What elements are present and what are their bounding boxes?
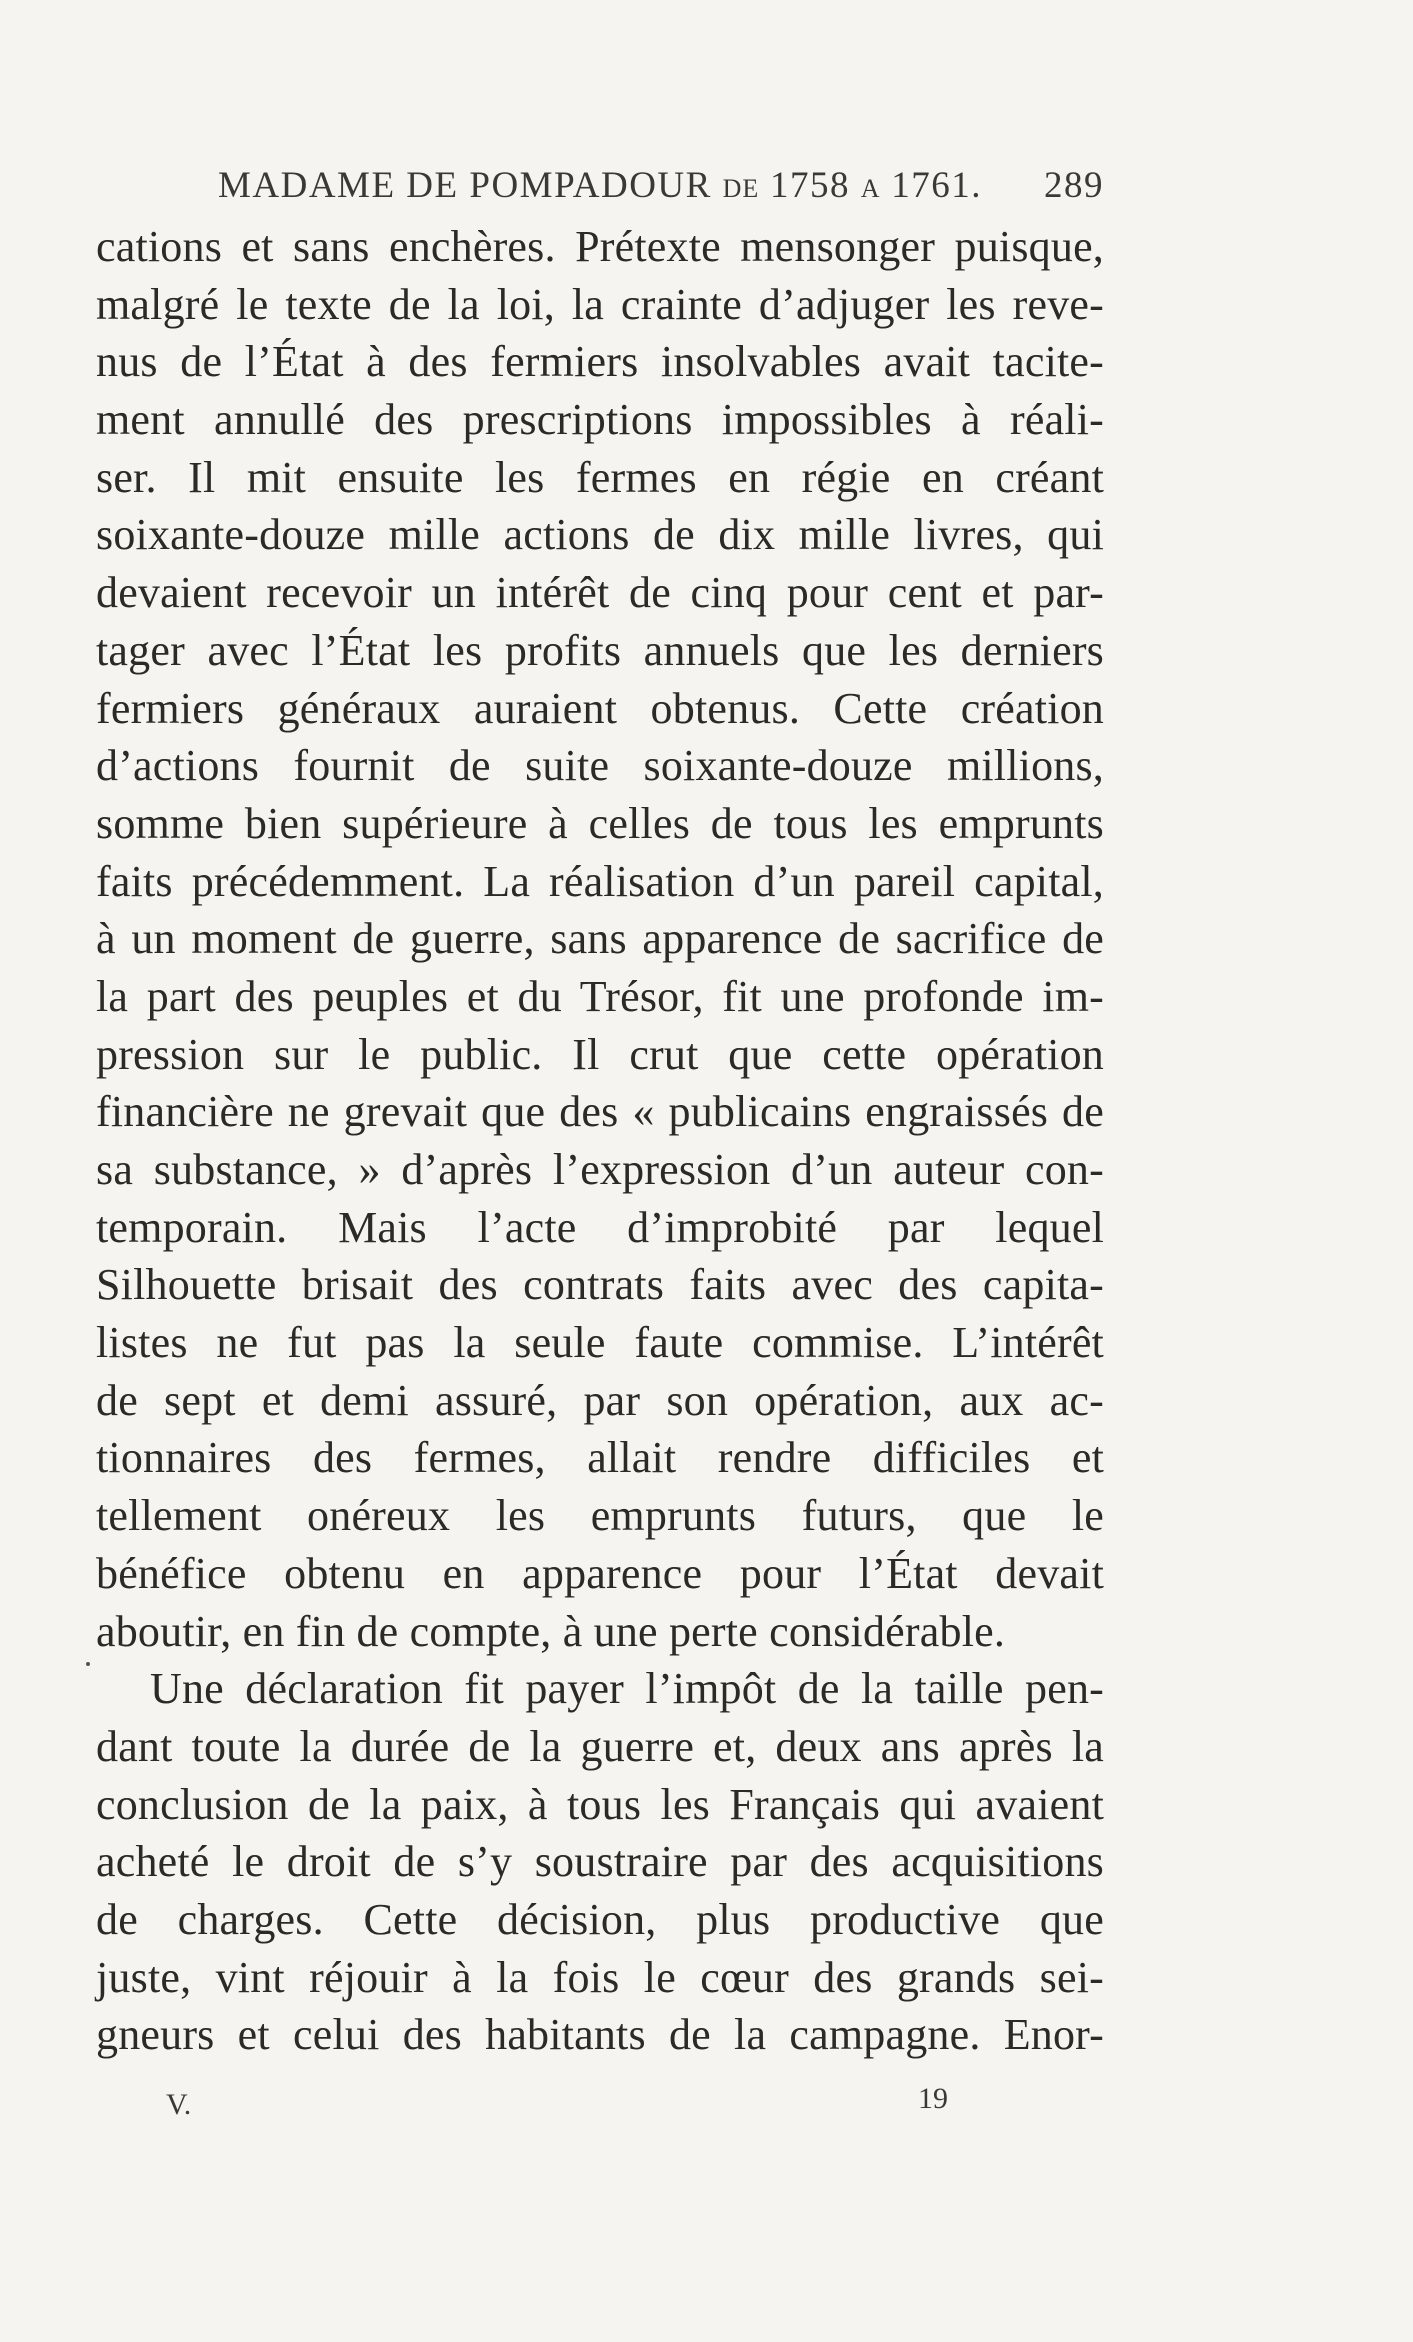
page-number: 289 [1044, 165, 1104, 206]
text-line: de sept et demi assuré, par son opération, aux ac- [96, 1375, 1104, 1425]
running-title-main: MADAME DE POMPADOUR [218, 165, 712, 206]
running-title-connector: DE [722, 174, 760, 203]
text-line: gneurs et celui des habitants de la campagne. Enor- [96, 2010, 1104, 2060]
text-line: juste, vint réjouir à la fois le cœur des grands sei- [96, 1952, 1104, 2002]
running-title [218, 164, 982, 207]
signature-number: 19 [918, 2082, 948, 2115]
text-line: de charges. Cette décision, plus productive que [96, 1894, 1104, 1944]
text-line: sa substance, » d’après l’expression d’un auteur con- [96, 1145, 1104, 1194]
signature-volume: V. [166, 2088, 192, 2121]
text-line: Silhouette brisait des contrats faits avec des capita- [96, 1260, 1104, 1310]
text-line: somme bien supérieure à celles de tous les emprunts [96, 798, 1104, 848]
running-title-date-end: 1761. [891, 165, 983, 206]
text-line: temporain. Mais l’acte d’improbité par lequel [96, 1202, 1104, 1252]
text-line: malgré le texte de la loi, la crainte d’adjuger les reve- [96, 279, 1104, 329]
text-line: pression sur le public. Il crut que cette opération [96, 1029, 1104, 1079]
body-text [96, 218, 1104, 2064]
text-line: soixante-douze mille actions de dix mille livres, qui [96, 510, 1104, 560]
text-line: tager avec l’État les profits annuels que les derniers [96, 625, 1104, 675]
running-title-date-and: A [860, 174, 881, 203]
text-line: conclusion de la paix, à tous les Français qui avaient [96, 1779, 1104, 1829]
text-line: acheté le droit de s’y soustraire par des acquisitions [96, 1837, 1104, 1887]
text-line: dant toute la durée de la guerre et, deux ans après la [96, 1721, 1104, 1771]
page-footer [96, 2082, 1104, 2128]
text-line: d’actions fournit de suite soixante-douze millions, [96, 741, 1104, 791]
text-line: listes ne fut pas la seule faute commise. L’intérêt [96, 1318, 1104, 1368]
text-line: tionnaires des fermes, allait rendre difficiles et [96, 1433, 1104, 1483]
text-line: nus de l’État à des fermiers insolvables avait tacite- [96, 337, 1104, 387]
print-speck [86, 1662, 90, 1666]
text-line: tellement onéreux les emprunts futurs, que le [96, 1491, 1104, 1541]
text-line: la part des peuples et du Trésor, fit une profonde im- [96, 971, 1104, 1021]
text-line: faits précédemment. La réalisation d’un pareil capital, [96, 856, 1104, 906]
text-line: financière ne grevait que des « publicains engraissés de [96, 1087, 1104, 1137]
text-line: devaient recevoir un intérêt de cinq pour cent et par- [96, 568, 1104, 618]
running-title-date-start: 1758 [770, 165, 850, 206]
text-line: Une déclaration fit payer l’impôt de la taille pen- [150, 1664, 1104, 1714]
text-line: fermiers généraux auraient obtenus. Cette création [96, 683, 1104, 733]
text-line: bénéfice obtenu en apparence pour l’État devait [96, 1548, 1104, 1598]
text-line: à un moment de guerre, sans apparence de sacrifice de [96, 914, 1104, 964]
text-line: ser. Il mit ensuite les fermes en régie en créant [96, 452, 1104, 502]
running-head [96, 164, 1104, 208]
text-line: cations et sans enchères. Prétexte mensonger puisque, [96, 222, 1104, 271]
text-line: ment annullé des prescriptions impossibles à réali- [96, 395, 1104, 445]
text-line: aboutir, en fin de compte, à une perte considérable. [96, 1606, 1006, 1656]
